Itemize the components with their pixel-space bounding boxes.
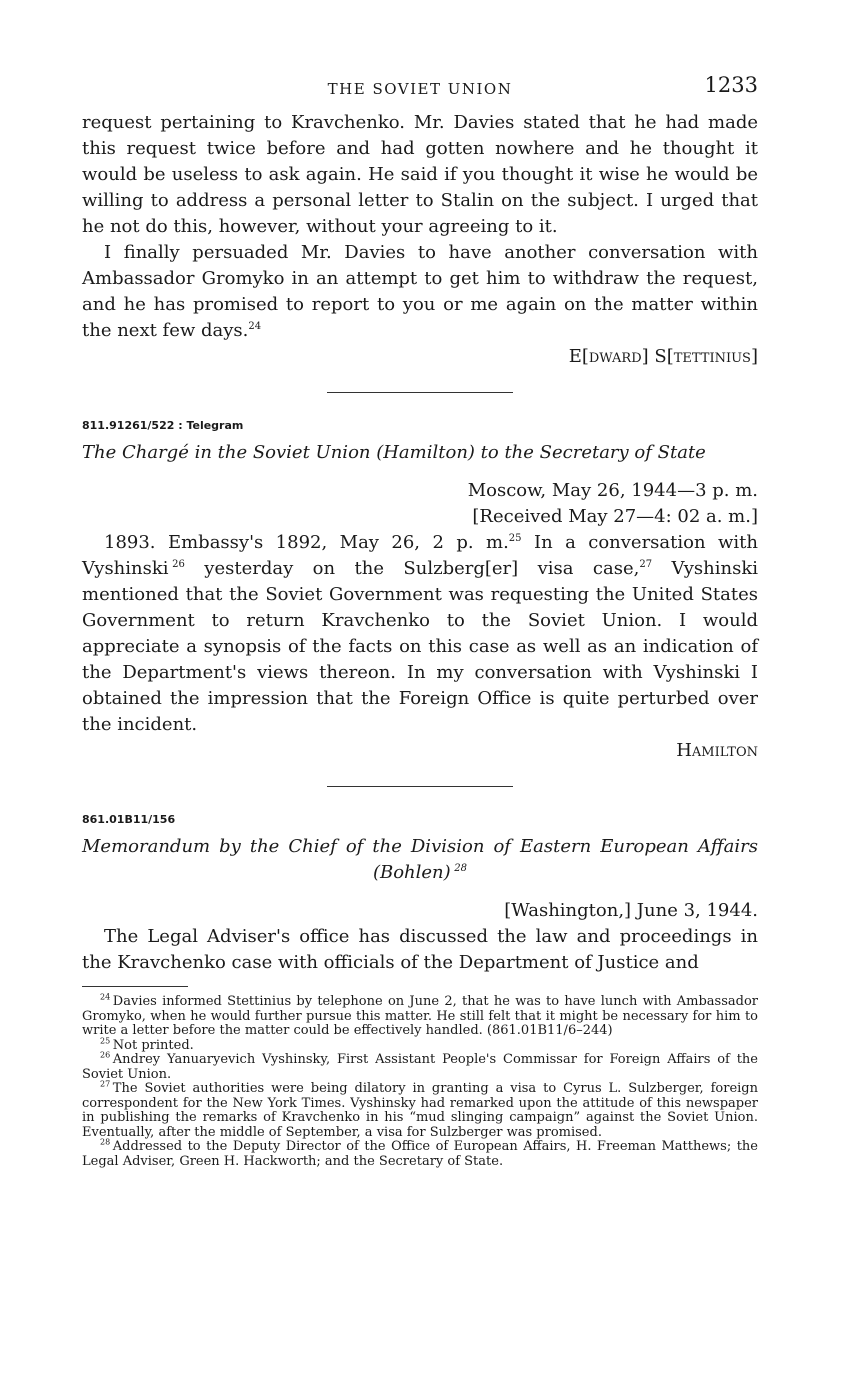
signature: E[dward] S[tettinius] [568,346,758,367]
footnote-text: Davies informed Stettinius by telephone on June 2, that he was to have lunch with Ambassador Gromyko, when he would further pursue this matter. He still felt that it might be necessary for him to write a letter before the matter could be effectively handled. (861.01B11/6–244) [82,994,758,1038]
signature: Hamilton [676,740,758,761]
body-paragraph: The Legal Adviser's office has discussed the law and proceedings in the Kravchenko case with officials of the Department of Justice and [82,926,758,973]
footnote [82,1050,758,1082]
footnote-ref: 26 [172,559,185,570]
footnote [82,1137,758,1169]
footnote-text: The Soviet authorities were being dilatory in granting a visa to Cyrus L. Sulzberger, foreign correspondent for the New York Times. Vyshinsky had remarked upon the attitude of this newspaper in publishing the remarks of Kravchenko in his “mud slinging campaign” against the Soviet Union. Eventually, after the middle of September, a visa for Sulzberger was promised. [82,1081,758,1140]
footnote-ref: 25 [508,533,522,544]
body-paragraph [82,530,758,738]
section-divider [327,786,513,787]
paragraph-text: In a conversation with Vyshinski [82,532,758,579]
footnote-text: Andrey Yanuaryevich Vyshinsky, First Assistant People's Commissar for Foreign Affairs of the Soviet Union. [82,1052,758,1082]
footnotes [82,992,758,1169]
file-number: 861.01B11/156 [82,813,176,826]
footnote-text: Not printed. [112,1037,194,1053]
footnote-divider [82,986,188,987]
footnote-ref: 24 [248,321,262,332]
section-divider [327,392,513,393]
paragraph-text: 1893. Embassy's 1892, May 26, 2 p. m. [104,532,509,553]
footnote-ref: 28 [454,863,468,874]
paragraph-text: I finally persuaded Mr. Davies to have another conversation with Ambassador Gromyko in an attempt to get him to withdraw the request, and he has promised to report to you or me again on the matter within the next few days. [82,242,758,341]
dateline: Moscow, May 26, 1944—3 p. m. [467,480,758,501]
document-title [82,834,758,886]
received-line: [Received May 27—4: 02 a. m.] [472,506,758,527]
footnote-number: 28 [100,1137,111,1147]
footnote-number: 26 [100,1050,111,1060]
footnote-number: 25 [100,1036,111,1046]
document-page [82,70,758,1169]
footnote-number: 24 [100,992,111,1002]
body-paragraph [82,240,758,344]
footnote-ref: 27 [639,559,653,570]
footnote [82,992,758,1039]
paragraph-text: Vyshinski mentioned that the Soviet Government was requesting the United States Government to return Kravchenko to the Soviet Union. I would appreciate a synopsis of the facts on this case as well as an indication of the Department's views thereon. In my conversation with Vyshinski I obtained the impression that the Foreign Office is quite perturbed over the incident. [82,558,758,735]
document-title: The Chargé in the Soviet Union (Hamilton) to the Secretary of State [82,442,706,463]
dateline: [Washington,] June 3, 1944. [504,900,758,921]
running-header [82,70,758,110]
title-text: Memorandum by the Chief of the Division of Eastern European Affairs (Bohlen) [82,836,758,883]
body-paragraph: request pertaining to Kravchenko. Mr. Davies stated that he had made this request twice before and had gotten nowhere and he thought it would be useless to ask again. He said if you thought it wise he would be willing to address a personal letter to Stalin on the subject. I urged that he not do this, however, without your agreeing to it. [82,112,758,237]
footnote [82,1079,758,1140]
page-number: 1233 [704,73,758,97]
paragraph-text: yesterday on the Sulzberg[er] visa case, [184,558,640,579]
running-title: THE SOVIET UNION [327,80,513,98]
file-number: 811.91261/522 : Telegram [82,419,244,432]
footnote-number: 27 [100,1079,111,1089]
footnote-text: Addressed to the Deputy Director of the Office of European Affairs, H. Freeman Matthews; the Legal Adviser, Green H. Hackworth; and the Secretary of State. [82,1139,758,1169]
footnote [82,1036,758,1054]
